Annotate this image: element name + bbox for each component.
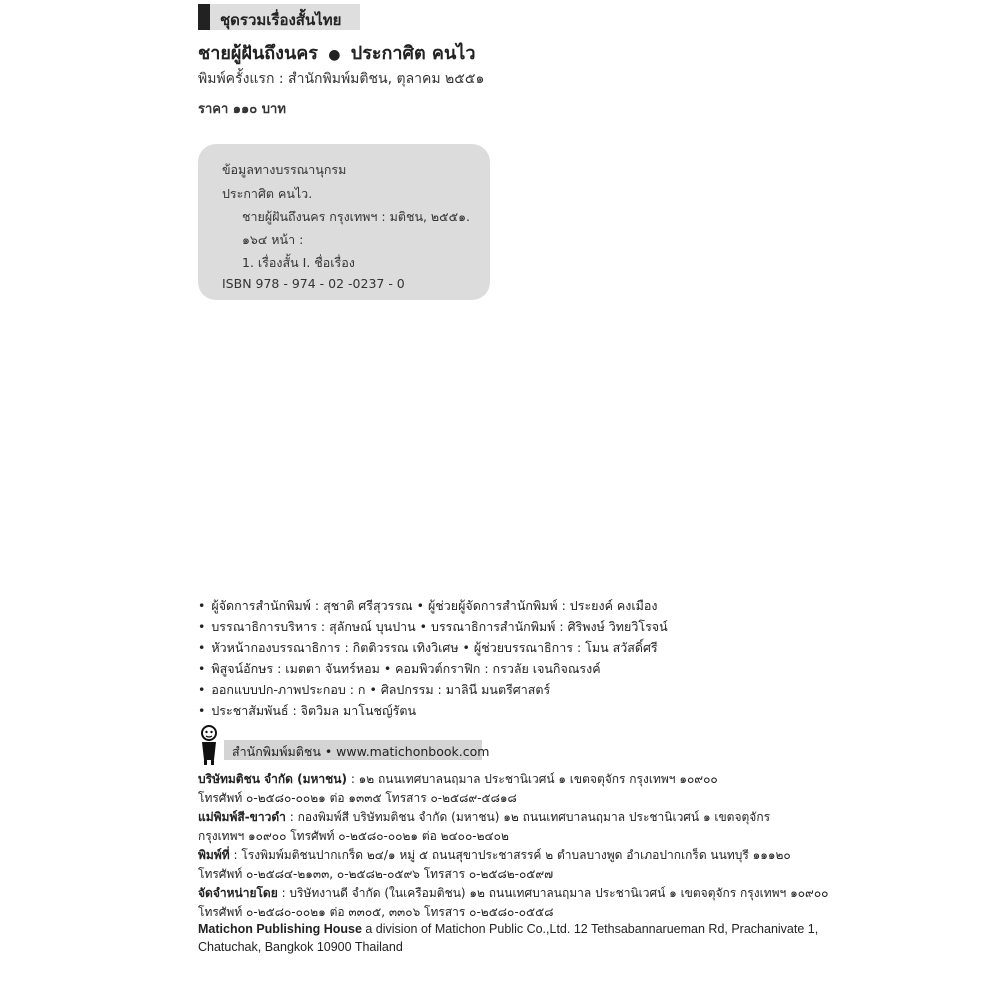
distributor-address xyxy=(198,884,828,903)
catalog-author: ประกาศิต คนไว. xyxy=(222,186,313,201)
catalog-heading: ข้อมูลทางบรรณานุกรม xyxy=(222,162,347,177)
color-plate-label: แม่พิมพ์สี-ขาวดำ xyxy=(198,810,286,824)
book-title-line xyxy=(198,38,475,67)
staff-bullet: • xyxy=(198,619,206,634)
title-bullet: ● xyxy=(328,47,341,63)
publisher-mascot-icon xyxy=(198,724,220,766)
printer-address xyxy=(198,846,791,865)
english-address-line: Chatuchak, Bangkok 10900 Thailand xyxy=(198,940,403,954)
company-address xyxy=(198,770,718,789)
english-publisher-line xyxy=(198,922,818,936)
printer-text: : โรงพิมพ์มติชนปากเกร็ด ๒๔/๑ หมู่ ๕ ถนนสุขาประชาสรรค์ ๒ ตำบลบางพูด อำเภอปากเกร็ด นนทบุรี ๑๑๑๒๐ xyxy=(229,848,791,862)
staff-text: บรรณาธิการบริหาร : สุลักษณ์ บุนปาน • บรรณาธิการสำนักพิมพ์ : ศิริพงษ์ วิทยวิโรจน์ xyxy=(211,619,668,634)
catalog-subjects: 1. เรื่องสั้น I. ชื่อเรื่อง xyxy=(242,255,355,270)
publisher-banner xyxy=(224,740,490,760)
staff-bullet: • xyxy=(198,703,206,718)
printer-phone: โทรศัพท์ ๐-๒๕๘๔-๒๑๓๓, ๐-๒๕๘๒-๐๕๙๖ โทรสาร ๐-๒๕๘๒-๐๕๙๗ xyxy=(198,867,554,881)
distributor-text: : บริษัทงานดี จำกัด (ในเครือมติชน) ๑๒ ถนนเทศบาลนฤมาล ประชานิเวศน์ ๑ เขตจตุจักร กรุงเทพฯ ๑๐๙๐๐ xyxy=(277,886,829,900)
catalog-box xyxy=(198,144,490,300)
catalog-pages: ๑๖๔ หน้า : xyxy=(242,232,304,247)
printer-label: พิมพ์ที่ xyxy=(198,848,230,862)
staff-line xyxy=(198,638,658,658)
staff-text: หัวหน้ากองบรรณาธิการ : กิตติวรรณ เทิงวิเศษ • ผู้ช่วยบรรณาธิการ : โมน สวัสดิ์ศรี xyxy=(211,640,658,655)
company-label: บริษัทมติชน จำกัด (มหาชน) xyxy=(198,772,347,786)
company-text: : ๑๒ ถนนเทศบาลนฤมาล ประชานิเวศน์ ๑ เขตจตุจักร กรุงเทพฯ ๑๐๙๐๐ xyxy=(347,772,718,786)
catalog-isbn: ISBN 978 - 974 - 02 -0237 - 0 xyxy=(222,276,405,291)
series-header-text: ชุดรวมเรื่องสั้นไทย xyxy=(220,11,342,29)
staff-text: ผู้จัดการสำนักพิมพ์ : สุชาติ ศรีสุวรรณ • ผู้ช่วยผู้จัดการสำนักพิมพ์ : ประยงค์ คงเมือง xyxy=(211,598,658,613)
series-header-bar xyxy=(198,4,210,30)
staff-bullet: • xyxy=(198,640,206,655)
color-plate-address xyxy=(198,808,770,827)
color-plate-phone: กรุงเทพฯ ๑๐๙๐๐ โทรศัพท์ ๐-๒๕๘๐-๐๐๒๑ ต่อ ๒๔๐๐-๒๔๐๒ xyxy=(198,829,509,843)
staff-line xyxy=(198,596,658,616)
staff-bullet: • xyxy=(198,682,206,697)
staff-line xyxy=(198,659,601,679)
staff-text: พิสูจน์อักษร : เมตตา จันทร์หอม • คอมพิวต์กราฟิก : กรวลัย เจนกิจณรงค์ xyxy=(211,661,601,676)
book-author: ประกาศิต คนไว xyxy=(350,43,476,64)
first-print-info: พิมพ์ครั้งแรก : สำนักพิมพ์มติชน, ตุลาคม ๒๕๕๑ xyxy=(198,71,485,87)
english-publisher-text: a division of Matichon Public Co.,Ltd. 12 Tethsabannarueman Rd, Prachanivate 1, xyxy=(361,922,819,936)
distributor-label: จัดจำหน่ายโดย xyxy=(198,886,278,900)
staff-bullet: • xyxy=(198,661,206,676)
book-title: ชายผู้ฝันถึงนคร xyxy=(198,43,318,64)
staff-line xyxy=(198,617,668,637)
price: ราคา ๑๑๐ บาท xyxy=(198,102,286,117)
staff-text: ออกแบบปก-ภาพประกอบ : ก • ศิลปกรรม : มาลินี มนตรีศาสตร์ xyxy=(211,682,551,697)
staff-bullet: • xyxy=(198,598,206,613)
series-header xyxy=(198,4,360,30)
staff-line xyxy=(198,680,550,700)
publisher-banner-text: สำนักพิมพ์มติชน • www.matichonbook.com xyxy=(232,744,490,759)
staff-text: ประชาสัมพันธ์ : จิตวิมล มาโนชญ์รัตน xyxy=(211,703,417,718)
english-publisher-name: Matichon Publishing House xyxy=(198,922,362,936)
staff-line xyxy=(198,701,416,721)
catalog-title-line: ชายผู้ฝันถึงนคร กรุงเทพฯ : มติชน, ๒๕๕๑. xyxy=(242,209,471,224)
distributor-phone: โทรศัพท์ ๐-๒๕๘๐-๐๐๒๑ ต่อ ๓๓๐๕, ๓๓๐๖ โทรสาร ๐-๒๕๘๐-๐๕๕๘ xyxy=(198,905,554,919)
color-plate-text: : กองพิมพ์สี บริษัทมติชน จำกัด (มหาชน) ๑๒ ถนนเทศบาลนฤมาล ประชานิเวศน์ ๑ เขตจตุจักร xyxy=(285,810,771,824)
company-phone: โทรศัพท์ ๐-๒๕๘๐-๐๐๒๑ ต่อ ๑๓๓๕ โทรสาร ๐-๒๕๘๙-๕๘๑๘ xyxy=(198,791,517,805)
